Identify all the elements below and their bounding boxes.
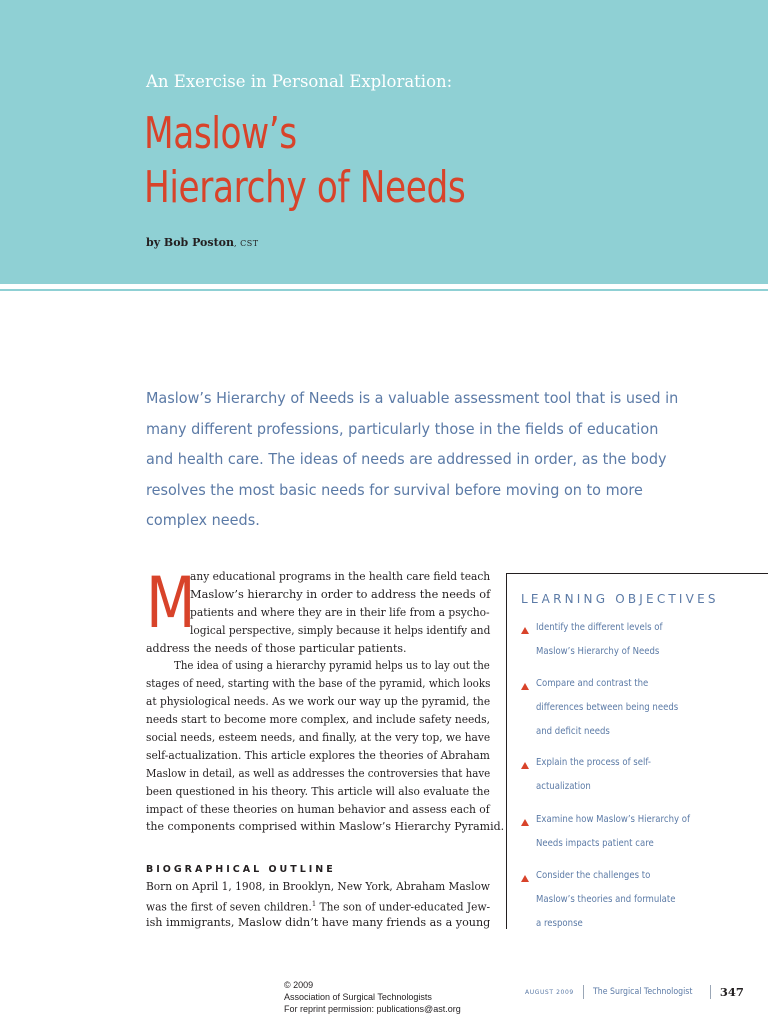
objective-line: Compare and contrast the bbox=[536, 678, 649, 689]
intro-line: complex needs. bbox=[146, 511, 260, 529]
triangle-bullet-icon bbox=[521, 683, 529, 690]
body-line: self-actualization. This article explores the theories of Abraham bbox=[146, 748, 490, 762]
footer-divider bbox=[583, 985, 584, 999]
objective-line: Consider the challenges to bbox=[536, 870, 651, 881]
issue-date: AUGUST 2009 bbox=[525, 988, 574, 996]
objective-line: actualization bbox=[536, 781, 591, 792]
body-line: ish immigrants, Maslow didn’t have many friends as a young bbox=[146, 915, 491, 929]
body-line: the components comprised within Maslow’s Hierarchy Pyramid. bbox=[146, 820, 505, 834]
title-line-1: Maslow’s bbox=[144, 108, 297, 159]
body-line: any educational programs in the health care field teach bbox=[190, 570, 491, 583]
objective-line: and deficit needs bbox=[536, 726, 610, 737]
body-line: been questioned in his theory. This article will also evaluate the bbox=[146, 784, 490, 798]
triangle-bullet-icon bbox=[521, 875, 529, 882]
triangle-bullet-icon bbox=[521, 627, 529, 634]
body-line bbox=[146, 896, 491, 914]
article-title bbox=[144, 107, 465, 215]
reprint-line: For reprint permission: publications@ast.org bbox=[284, 1004, 461, 1014]
footer-divider bbox=[710, 985, 711, 999]
body-line: patients and where they are in their life from a psycho- bbox=[190, 605, 490, 619]
intro-line: Maslow’s Hierarchy of Needs is a valuable assessment tool that is used in bbox=[146, 389, 679, 407]
objective-line: Needs impacts patient care bbox=[536, 838, 654, 849]
objective-line: Explain the process of self- bbox=[536, 757, 652, 768]
intro-line: many different professions, particularly those in the fields of education bbox=[146, 419, 659, 438]
article-body bbox=[146, 562, 505, 836]
body-line: needs start to become more complex, and include safety needs, bbox=[146, 713, 490, 727]
body-line: address the needs of those particular patients. bbox=[146, 641, 407, 655]
bio-text: was the first of seven children. bbox=[146, 900, 312, 914]
page-footer bbox=[525, 985, 744, 999]
body-line: social needs, esteem needs, and finally, at the very top, we have bbox=[146, 731, 491, 745]
objective-line: Identify the different levels of bbox=[536, 622, 663, 633]
objective-line: differences between being needs bbox=[536, 702, 679, 713]
page-number: 347 bbox=[719, 985, 744, 999]
body-line: logical perspective, simply because it helps identify and bbox=[190, 623, 491, 637]
byline bbox=[146, 236, 259, 249]
body-line: Maslow in detail, as well as addresses the controversies that have bbox=[146, 766, 491, 780]
author-credential: , CST bbox=[234, 239, 259, 248]
intro-deck bbox=[146, 383, 706, 536]
bio-text: The son of under-educated Jew- bbox=[316, 900, 491, 914]
article-kicker: An Exercise in Personal Exploration: bbox=[146, 72, 453, 91]
header-rule bbox=[0, 289, 768, 291]
body-line: Maslow’s hierarchy in order to address the needs of bbox=[190, 587, 491, 601]
drop-cap: M bbox=[146, 562, 196, 644]
footnote-marker: 1 bbox=[311, 899, 317, 908]
section-heading: BIOGRAPHICAL OUTLINE bbox=[146, 864, 336, 875]
publisher-line: Association of Surgical Technologists bbox=[284, 992, 432, 1002]
learning-objectives-title: LEARNING OBJECTIVES bbox=[521, 592, 719, 606]
objective-line: a response bbox=[536, 918, 583, 929]
body-line: stages of need, starting with the base of the pyramid, which looks bbox=[146, 677, 491, 691]
triangle-bullet-icon bbox=[521, 762, 529, 769]
objective-line: Examine how Maslow’s Hierarchy of bbox=[536, 814, 691, 825]
copyright-line: © 2009 bbox=[284, 980, 314, 990]
author-name: by Bob Poston bbox=[146, 236, 234, 249]
body-line: at physiological needs. As we work our way up the pyramid, the bbox=[146, 695, 491, 709]
objective-line: Maslow’s theories and formulate bbox=[536, 894, 676, 905]
triangle-bullet-icon bbox=[521, 819, 529, 826]
intro-line: and health care. The ideas of needs are addressed in order, as the body bbox=[146, 450, 667, 468]
title-line-2: Hierarchy of Needs bbox=[144, 162, 466, 213]
copyright-block bbox=[284, 979, 461, 1015]
objective-line: Maslow’s Hierarchy of Needs bbox=[536, 646, 660, 657]
bio-body bbox=[146, 878, 490, 932]
body-line: Born on April 1, 1908, in Brooklyn, New York, Abraham Maslow bbox=[146, 880, 490, 893]
body-line: impact of these theories on human behavior and assess each of bbox=[146, 802, 490, 816]
intro-line: resolves the most basic needs for survival before moving on to more bbox=[146, 480, 643, 499]
journal-name: The Surgical Technologist bbox=[592, 987, 693, 997]
body-line: The idea of using a hierarchy pyramid helps us to lay out the bbox=[174, 659, 490, 673]
